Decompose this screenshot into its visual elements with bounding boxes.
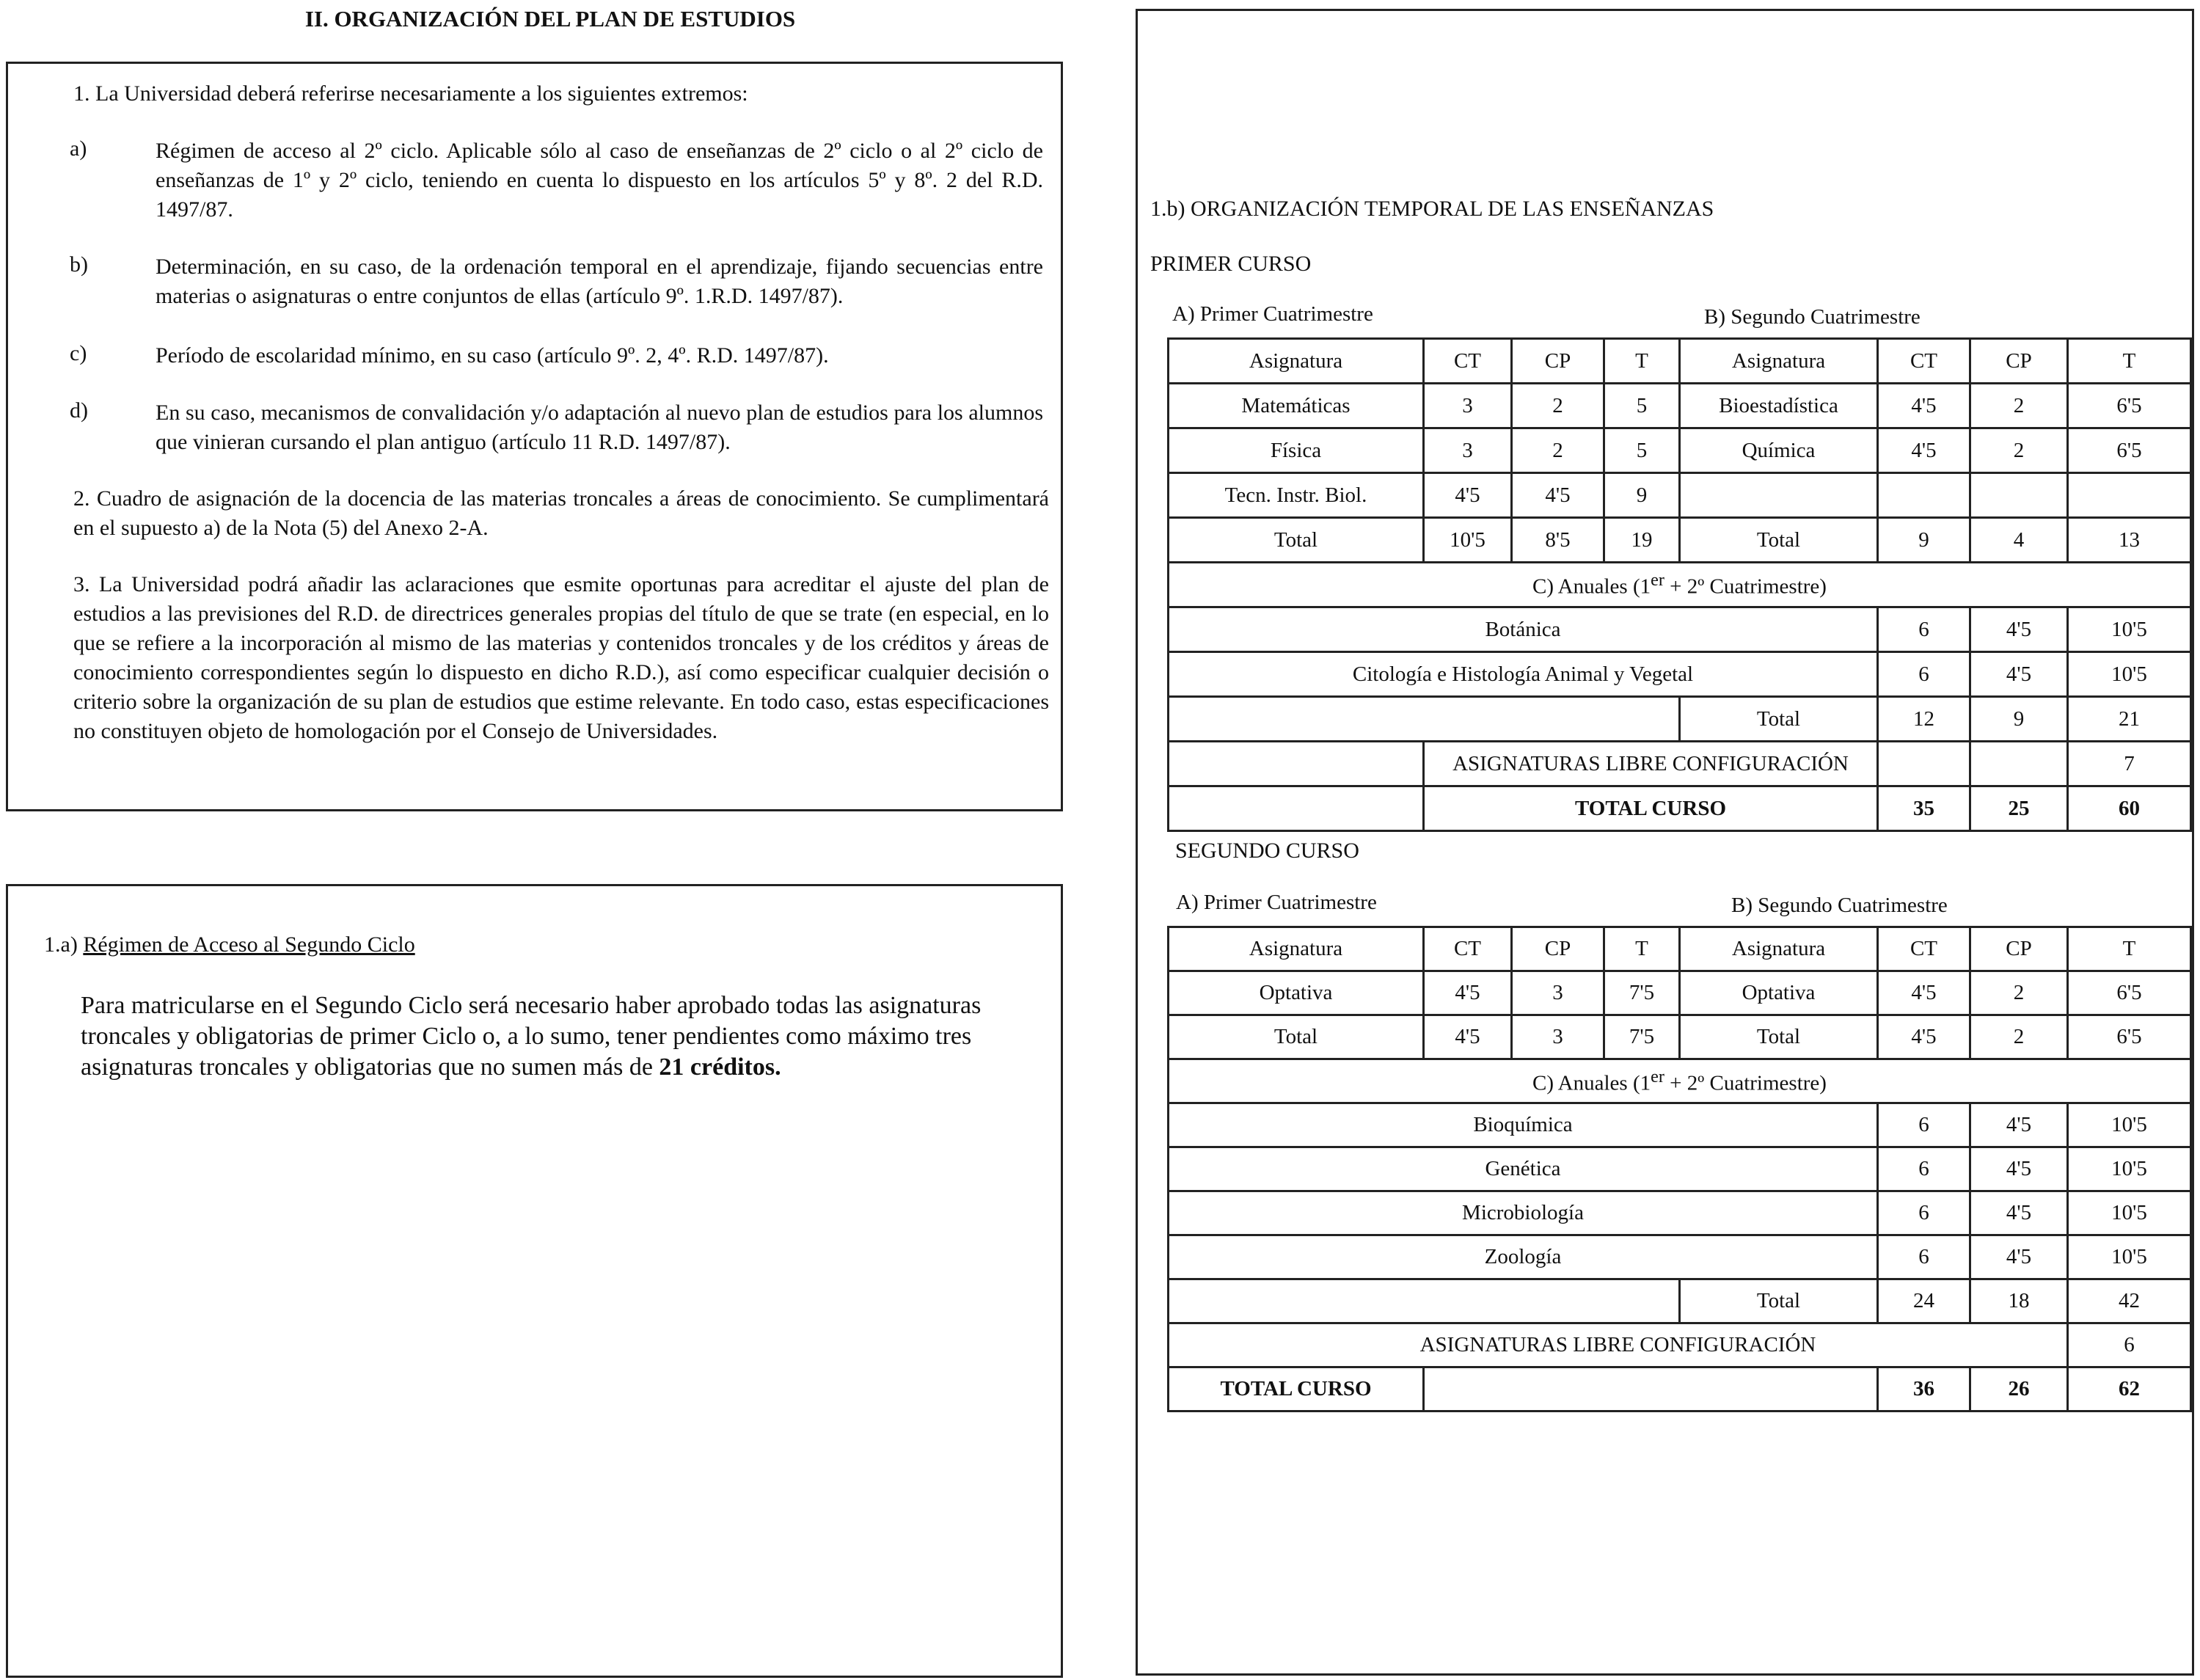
cell: 12 <box>1878 697 1970 742</box>
empty-cell <box>1424 1367 1878 1411</box>
cell: 8'5 <box>1512 518 1604 563</box>
segundo-curso-sem-a: A) Primer Cuatrimestre <box>1176 891 1377 914</box>
empty-cell <box>1878 742 1970 786</box>
header-ct: CT <box>1878 927 1970 971</box>
cell: 6'5 <box>2068 384 2191 428</box>
primer-curso-sem-b: B) Segundo Cuatrimestre <box>1704 305 1921 329</box>
item-d-letter: d) <box>70 398 88 423</box>
anual-row <box>1169 1103 2191 1147</box>
access-heading-title: Régimen de Acceso al Segundo Ciclo <box>83 932 415 957</box>
cell: 10'5 <box>2068 1235 2191 1279</box>
item-d-text: En su caso, mecanismos de convalidación y/o adaptación al nuevo plan de estudios para los alumnos que vinieran cursando el plan antiguo (artículo 11 R.D. 1497/87). <box>156 401 1043 454</box>
anual-row <box>1169 1147 2191 1191</box>
cell: 4'5 <box>1878 1015 1970 1059</box>
cell: 42 <box>2068 1279 2191 1323</box>
segundo-curso-sem-b: B) Segundo Cuatrimestre <box>1731 894 1948 917</box>
cell: 3 <box>1424 428 1512 473</box>
total-label: Total <box>1169 1015 1424 1059</box>
cell: 7'5 <box>1604 971 1680 1015</box>
header-asignatura: Asignatura <box>1680 927 1878 971</box>
empty-cell <box>1169 697 1680 742</box>
cell: 6 <box>1878 1147 1970 1191</box>
cell: 26 <box>1970 1367 2068 1411</box>
cell <box>1970 473 2068 518</box>
cell <box>1878 473 1970 518</box>
cell: 10'5 <box>2068 1147 2191 1191</box>
cell: 24 <box>1878 1279 1970 1323</box>
anual-name: Genética <box>1169 1147 1878 1191</box>
cell: 4'5 <box>1424 1015 1512 1059</box>
libre-label: ASIGNATURAS LIBRE CONFIGURACIÓN <box>1424 742 1878 786</box>
cell: 4'5 <box>1424 473 1512 518</box>
total-label: Total <box>1169 518 1424 563</box>
empty-cell <box>1169 1279 1680 1323</box>
cell: 10'5 <box>2068 1103 2191 1147</box>
header-asignatura: Asignatura <box>1169 339 1424 384</box>
libre-row <box>1169 742 2191 786</box>
segundo-curso-label: SEGUNDO CURSO <box>1175 839 1359 863</box>
semester-total-row <box>1169 1015 2191 1059</box>
header-cp: CP <box>1512 339 1604 384</box>
cell: 5 <box>1604 384 1680 428</box>
cell: 4'5 <box>1970 1103 2068 1147</box>
cell: 19 <box>1604 518 1680 563</box>
cell: 2 <box>1970 971 2068 1015</box>
cell: 18 <box>1970 1279 2068 1323</box>
total-curso-row <box>1169 786 2191 831</box>
table-header-row <box>1169 339 2191 384</box>
item-a-letter: a) <box>70 136 87 161</box>
header-ct: CT <box>1878 339 1970 384</box>
header-cp: CP <box>1512 927 1604 971</box>
cell: 3 <box>1424 384 1512 428</box>
anuales-label: C) Anuales (1 <box>1532 1071 1651 1095</box>
cell: 4'5 <box>1970 652 2068 697</box>
cell: 36 <box>1878 1367 1970 1411</box>
header-cp: CP <box>1970 927 2068 971</box>
header-t: T <box>1604 339 1680 384</box>
cell: 9 <box>1604 473 1680 518</box>
cell: 13 <box>2068 518 2191 563</box>
cell: 4'5 <box>1424 971 1512 1015</box>
primer-curso-label: PRIMER CURSO <box>1150 252 1312 276</box>
anual-row <box>1169 1235 2191 1279</box>
table-row <box>1169 384 2191 428</box>
cell: 10'5 <box>2068 607 2191 652</box>
cell: 35 <box>1878 786 1970 831</box>
access-heading-prefix: 1.a) <box>44 932 84 957</box>
total-curso-label: TOTAL CURSO <box>1169 1367 1424 1411</box>
primer-curso-table <box>1167 337 2192 832</box>
primer-curso-sem-a: A) Primer Cuatrimestre <box>1172 302 1373 326</box>
cell <box>2068 473 2191 518</box>
access-body-text: Para matricularse en el Segundo Ciclo será necesario haber aprobado todas las asignaturas troncales y obligatorias de primer Ciclo o, a lo sumo, tener pendientes como máximo tres asignaturas troncales y obligatorias que no sumen más de <box>81 992 982 1081</box>
item-c-text: Período de escolaridad mínimo, en su caso (artículo 9º. 2, 4º. R.D. 1497/87). <box>156 343 829 368</box>
header-cp: CP <box>1970 339 2068 384</box>
cell: 3 <box>1512 971 1604 1015</box>
anuales-sup: er <box>1651 1066 1664 1086</box>
anual-name: Microbiología <box>1169 1191 1878 1235</box>
cell: 3 <box>1512 1015 1604 1059</box>
libre-label: ASIGNATURAS LIBRE CONFIGURACIÓN <box>1169 1323 2068 1367</box>
cell: 62 <box>2068 1367 2191 1411</box>
cell: 7 <box>2068 742 2191 786</box>
empty-cell <box>1169 742 1424 786</box>
table-row <box>1169 971 2191 1015</box>
cell: 4'5 <box>1878 384 1970 428</box>
cell: 7'5 <box>1604 1015 1680 1059</box>
total-label: Total <box>1680 1015 1878 1059</box>
anual-row <box>1169 652 2191 697</box>
segundo-curso-table <box>1167 926 2192 1412</box>
cell: Tecn. Instr. Biol. <box>1169 473 1424 518</box>
item-c-letter: c) <box>70 341 87 365</box>
header-ct: CT <box>1424 927 1512 971</box>
cell: 9 <box>1878 518 1970 563</box>
cell: 60 <box>2068 786 2191 831</box>
instructions-intro: 1. La Universidad deberá referirse necesariamente a los siguientes extremos: <box>73 81 748 106</box>
access-body <box>81 990 1056 1083</box>
empty-cell <box>1970 742 2068 786</box>
cell: 9 <box>1970 697 2068 742</box>
paragraph-3: 3. La Universidad podrá añadir las aclaraciones que esmite oportunas para acreditar el ajuste del plan de estudios a las previsiones del R.D. de directrices generales propias del título de que se trate (en especial, en lo que se refiere a la incorporación al mismo de las materias y contenidos troncales y de los créditos y áreas de conocimiento correspondientes según lo dispuesto en dicho R.D.), así como especificar cualquier decisión o criterio sobre la organización de su plan de estudios que estime relevante. En todo caso, estas especificaciones no constituyen objeto de homologación por el Consejo de Universidades. <box>73 572 1049 743</box>
header-asignatura: Asignatura <box>1169 927 1424 971</box>
anuales-total-row <box>1169 697 2191 742</box>
anuales-header-row <box>1169 563 2191 607</box>
cell: Optativa <box>1169 971 1424 1015</box>
cell: 6 <box>1878 1191 1970 1235</box>
anual-row <box>1169 607 2191 652</box>
cell: Matemáticas <box>1169 384 1424 428</box>
libre-row <box>1169 1323 2191 1367</box>
total-label: Total <box>1680 697 1878 742</box>
cell: 6 <box>1878 1235 1970 1279</box>
total-curso-row <box>1169 1367 2191 1411</box>
cell: Física <box>1169 428 1424 473</box>
anual-name: Botánica <box>1169 607 1878 652</box>
cell: 4 <box>1970 518 2068 563</box>
paragraph-2: 2. Cuadro de asignación de la docencia de las materias troncales a áreas de conocimiento. Se cumplimentará en el supuesto a) de la Nota (5) del Anexo 2-A. <box>73 486 1049 540</box>
item-b-letter: b) <box>70 252 88 277</box>
access-body-credits: 21 créditos. <box>659 1053 781 1081</box>
cell: 4'5 <box>1970 1147 2068 1191</box>
cell: 2 <box>1970 384 2068 428</box>
anuales-sup: er <box>1651 570 1664 591</box>
cell: 25 <box>1970 786 2068 831</box>
cell: 4'5 <box>1512 473 1604 518</box>
anual-name: Citología e Histología Animal y Vegetal <box>1169 652 1878 697</box>
temporal-heading: 1.b) ORGANIZACIÓN TEMPORAL DE LAS ENSEÑANZAS <box>1150 197 1714 221</box>
empty-cell <box>1169 786 1424 831</box>
cell: Química <box>1680 428 1878 473</box>
header-t: T <box>2068 339 2191 384</box>
header-t: T <box>1604 927 1680 971</box>
cell: 2 <box>1970 1015 2068 1059</box>
cell: 6 <box>1878 1103 1970 1147</box>
anuales-rest: + 2º Cuatrimestre) <box>1664 1071 1827 1095</box>
item-b-text: Determinación, en su caso, de la ordenación temporal en el aprendizaje, fijando secuencias entre materias o asignaturas o entre conjuntos de ellas (artículo 9º. 1.R.D. 1497/87). <box>156 255 1043 308</box>
table-header-row <box>1169 927 2191 971</box>
cell: 4'5 <box>1970 1235 2068 1279</box>
anuales-label: C) Anuales (1 <box>1532 574 1651 599</box>
total-label: Total <box>1680 518 1878 563</box>
cell: 4'5 <box>1970 1191 2068 1235</box>
cell: 6'5 <box>2068 971 2191 1015</box>
cell: 4'5 <box>1970 607 2068 652</box>
cell: 6'5 <box>2068 428 2191 473</box>
cell: 10'5 <box>2068 1191 2191 1235</box>
anual-name: Zoología <box>1169 1235 1878 1279</box>
cell: Bioestadística <box>1680 384 1878 428</box>
cell: Optativa <box>1680 971 1878 1015</box>
cell: 2 <box>1512 384 1604 428</box>
cell: 6 <box>2068 1323 2191 1367</box>
cell: 6 <box>1878 652 1970 697</box>
anuales-header <box>1169 1059 2191 1103</box>
header-ct: CT <box>1424 339 1512 384</box>
table-row <box>1169 428 2191 473</box>
anual-name: Bioquímica <box>1169 1103 1878 1147</box>
total-curso-label: TOTAL CURSO <box>1424 786 1878 831</box>
page-title: II. ORGANIZACIÓN DEL PLAN DE ESTUDIOS <box>304 6 796 32</box>
item-a-text: Régimen de acceso al 2º ciclo. Aplicable sólo al caso de enseñanzas de 2º ciclo o al 2º ciclo de enseñanzas de 1º y 2º ciclo, teniendo en cuenta lo dispuesto en los artículos 5º y 8º. 2 del R.D. 1497/87. <box>156 139 1043 222</box>
access-heading <box>44 930 415 960</box>
anuales-header <box>1169 563 2191 607</box>
anuales-rest: + 2º Cuatrimestre) <box>1664 574 1827 599</box>
anual-row <box>1169 1191 2191 1235</box>
cell: 21 <box>2068 697 2191 742</box>
cell: 6'5 <box>2068 1015 2191 1059</box>
cell: 10'5 <box>2068 652 2191 697</box>
cell: 2 <box>1512 428 1604 473</box>
table-row <box>1169 473 2191 518</box>
header-asignatura: Asignatura <box>1680 339 1878 384</box>
cell: 4'5 <box>1878 971 1970 1015</box>
anuales-total-row <box>1169 1279 2191 1323</box>
cell: 10'5 <box>1424 518 1512 563</box>
header-t: T <box>2068 927 2191 971</box>
cell: 5 <box>1604 428 1680 473</box>
cell: 6 <box>1878 607 1970 652</box>
cell: 2 <box>1970 428 2068 473</box>
cell: 4'5 <box>1878 428 1970 473</box>
anuales-header-row <box>1169 1059 2191 1103</box>
cell <box>1680 473 1878 518</box>
total-label: Total <box>1680 1279 1878 1323</box>
semester-total-row <box>1169 518 2191 563</box>
